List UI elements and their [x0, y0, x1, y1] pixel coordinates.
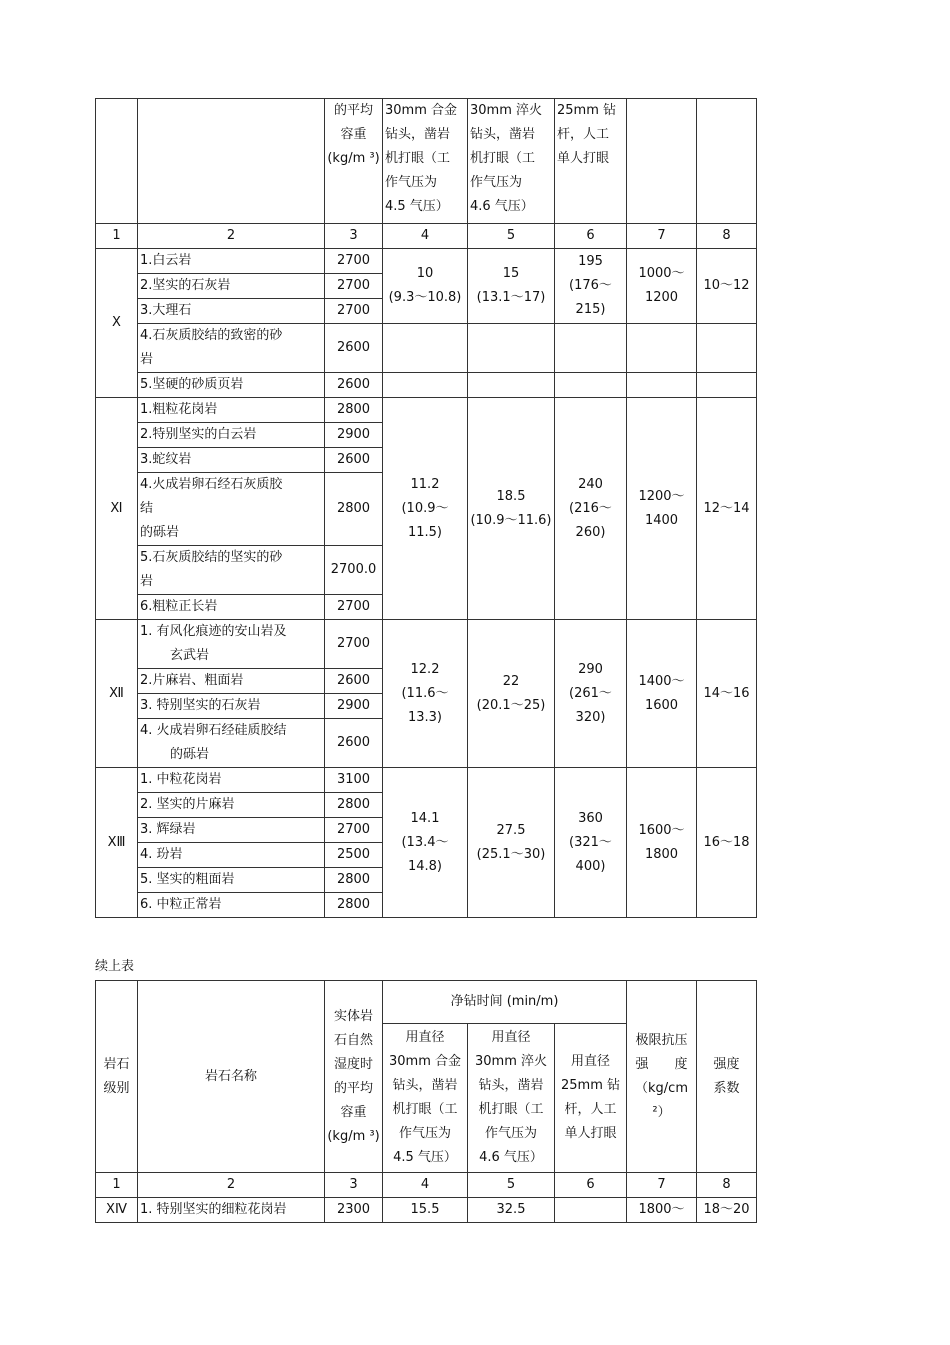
header-drill-manual-line: 25mm 钻 — [557, 103, 617, 118]
column-number-line: 6 — [586, 1177, 595, 1192]
rock-grade-line: ⅩⅢ — [107, 834, 126, 850]
header-drill-manual-line: 25mm 钻 — [561, 1078, 621, 1093]
rock-density — [325, 299, 383, 324]
rock-name-line: 6. 中粒正常岩 — [140, 897, 222, 912]
header-drill-alloy-line: 钻头，凿岩 — [392, 1078, 458, 1093]
rock-name-line: 4.石灰质胶结的致密的砂 — [140, 328, 283, 343]
header-drill-alloy-line: 4.5 气压） — [385, 199, 449, 214]
header-drill-alloy — [383, 99, 468, 224]
rock-name — [138, 423, 325, 448]
header-drill-time-line: 净钻时间 (min/m) — [450, 994, 559, 1009]
header-drill-alloy-line: 30mm 合金 — [388, 1054, 461, 1069]
drill-time-manual — [555, 249, 627, 324]
column-number-line: 5 — [506, 228, 516, 243]
drill-time-manual-line: 195 — [578, 254, 603, 269]
strength-coefficient-line: 16～18 — [703, 834, 750, 850]
empty-cell — [627, 324, 697, 373]
rock-density — [325, 719, 383, 768]
header-drill-quenched-line: 用直径 — [491, 1030, 531, 1045]
compressive-strength-line: 1600～ — [638, 822, 685, 838]
header-drill-manual — [555, 99, 627, 224]
rock-grade-line: Ⅺ — [110, 500, 123, 516]
rock-name-line: 1. 有风化痕迹的安山岩及 — [140, 624, 287, 639]
rock-density-line: 2800 — [336, 872, 371, 887]
compressive-strength-line: 1200～ — [638, 488, 685, 504]
rock-grade — [96, 620, 138, 768]
column-number — [697, 224, 757, 249]
rock-density-line: 2700 — [336, 599, 371, 614]
strength-coefficient — [697, 398, 757, 620]
compressive-strength-line: 1400～ — [638, 673, 685, 689]
drill-time-manual-line: 320) — [575, 709, 606, 725]
rock-density-line: 2800 — [336, 402, 371, 417]
drill-time-alloy-line: 11.2 — [410, 476, 440, 492]
column-number-line: 4 — [420, 1177, 430, 1192]
rock-density — [325, 768, 383, 793]
continued-label: 续上表 — [95, 959, 135, 974]
header-empty — [627, 99, 697, 224]
header-drill-manual-line: 用直径 — [571, 1054, 611, 1069]
strength-coefficient-line: 14～16 — [703, 685, 750, 701]
rock-density-line: 2800 — [336, 501, 371, 516]
empty-cell — [468, 373, 555, 398]
header-grade — [96, 981, 138, 1173]
drill-time-alloy-line: (9.3～10.8) — [388, 290, 462, 305]
rock-name — [138, 694, 325, 719]
column-number — [138, 1173, 325, 1198]
rock-name — [138, 398, 325, 423]
column-number-line: 8 — [722, 228, 731, 243]
header-drill-manual-line: 杆，人工 — [564, 1102, 617, 1117]
header-density-line: 湿度时 — [333, 1056, 373, 1072]
rock-density — [325, 274, 383, 299]
header-drill-alloy-line: 作气压为 — [385, 175, 438, 190]
header-coefficient-line: 强度 — [713, 1056, 740, 1072]
rock-name — [138, 448, 325, 473]
header-drill-quenched-line: 4.6 气压） — [470, 199, 534, 214]
compressive-strength — [627, 768, 697, 918]
rock-name-line: 2.坚实的石灰岩 — [140, 278, 231, 293]
column-number — [138, 224, 325, 249]
drill-time-manual-line: 290 — [578, 661, 603, 677]
rock-density — [325, 1198, 383, 1223]
header-strength-line: 极限抗压 — [635, 1032, 688, 1048]
rock-name — [138, 274, 325, 299]
header-row — [96, 981, 757, 1024]
rock-density — [325, 669, 383, 694]
rock-name — [138, 299, 325, 324]
column-number — [627, 224, 697, 249]
rock-name-line: 3. 特别坚实的石灰岩 — [140, 698, 261, 713]
column-number — [325, 224, 383, 249]
rock-density-line: 2800 — [336, 897, 371, 912]
column-number-line: 1 — [112, 1177, 121, 1192]
empty-cell — [555, 324, 627, 373]
drill-time-alloy-line: (10.9～11.5) — [401, 500, 449, 540]
strength-coefficient — [697, 620, 757, 768]
rock-density-line: 2700 — [336, 636, 371, 651]
strength-coefficient-line: 12～14 — [703, 500, 750, 516]
header-density-line: 容重 — [340, 127, 367, 142]
rock-name — [138, 324, 325, 373]
rock-name-line: 2. 坚实的片麻岩 — [140, 797, 235, 812]
header-grade-line: 级别 — [103, 1080, 130, 1096]
rock-name — [138, 669, 325, 694]
rock-density-line: 2700.0 — [330, 562, 377, 577]
drill-time-quenched-line: 32.5 — [496, 1202, 526, 1217]
column-number — [383, 224, 468, 249]
empty-cell — [697, 373, 757, 398]
header-coefficient — [697, 981, 757, 1173]
drill-time-manual-line: (321～ — [569, 834, 612, 850]
header-density-line: 石自然 — [333, 1032, 373, 1048]
column-number — [325, 1173, 383, 1198]
rock-name-line: 4.火成岩卵石经石灰质胶 — [140, 477, 283, 492]
header-drill-quenched — [468, 99, 555, 224]
rock-density — [325, 793, 383, 818]
rock-density-line: 2700 — [336, 253, 371, 268]
header-drill-quenched-line: 机打眼（工 — [470, 151, 536, 166]
drill-time-manual-line: 240 — [578, 476, 603, 492]
rock-density-line: 2600 — [336, 452, 371, 467]
column-number-line: 7 — [657, 228, 666, 243]
header-strength-line: 强 度 — [635, 1056, 688, 1072]
header-drill-quenched-line: 钻头，凿岩 — [470, 127, 536, 142]
rock-density — [325, 448, 383, 473]
drill-time-quenched-line: 22 — [502, 673, 520, 689]
rock-density — [325, 473, 383, 546]
header-density-line: (kg/m ³) — [327, 151, 380, 166]
rock-name-line: 玄武岩 — [170, 648, 210, 663]
rock-name — [138, 843, 325, 868]
rock-density-line: 2600 — [336, 377, 371, 392]
rock-name-line: 6.粗粒正长岩 — [140, 599, 218, 614]
drill-time-quenched-line: (10.9～11.6) — [470, 512, 552, 528]
header-density-line: 的平均 — [333, 103, 373, 118]
header-drill-manual-line: 单人打眼 — [564, 1126, 617, 1141]
rock-density-line: 2500 — [336, 847, 371, 862]
drill-time-quenched-line: (20.1～25) — [476, 697, 546, 713]
header-drill-alloy-line: 钻头，凿岩 — [385, 127, 451, 142]
compressive-strength-line: 1400 — [644, 512, 679, 528]
rock-density-line: 2600 — [336, 673, 371, 688]
rock-density-line: 2600 — [336, 735, 371, 750]
rock-name — [138, 793, 325, 818]
table-row — [96, 1198, 757, 1223]
drill-time-alloy — [383, 620, 468, 768]
table-row — [96, 768, 757, 793]
rock-name-line: 5.坚硬的砂质页岩 — [140, 377, 244, 392]
rock-grade — [96, 249, 138, 398]
drill-time-manual — [555, 398, 627, 620]
header-drill-quenched-line: 4.6 气压） — [479, 1150, 543, 1165]
header-density — [325, 99, 383, 224]
header-drill-alloy-line: 机打眼（工 — [392, 1102, 458, 1117]
drill-time-manual-line: 215) — [575, 302, 606, 317]
drill-time-alloy-line: (13.4～14.8) — [401, 834, 449, 874]
rock-table-part-2 — [95, 980, 757, 1223]
rock-grade — [96, 398, 138, 620]
rock-name-line: 3. 辉绿岩 — [140, 822, 196, 837]
rock-density-line: 2700 — [336, 278, 371, 293]
table-row — [96, 398, 757, 423]
header-drill-alloy-line: 30mm 合金 — [385, 103, 458, 118]
column-number — [383, 1173, 468, 1198]
rock-name-line: 结 — [140, 501, 154, 516]
compressive-strength — [627, 620, 697, 768]
rock-grade-line: ⅩⅣ — [106, 1202, 127, 1217]
drill-time-manual — [555, 1198, 627, 1223]
rock-name-line: 3.大理石 — [140, 303, 192, 318]
rock-density — [325, 868, 383, 893]
empty-cell — [627, 373, 697, 398]
strength-coefficient-line: 18～20 — [703, 1202, 750, 1217]
header-drill-alloy-line: 用直径 — [405, 1030, 445, 1045]
column-number-line: 2 — [226, 1177, 236, 1192]
rock-density — [325, 373, 383, 398]
rock-grade-line: Ⅹ — [112, 315, 121, 330]
rock-name-line: 岩 — [140, 574, 154, 589]
drill-time-alloy-line: 10 — [416, 266, 434, 281]
header-drill-quenched — [468, 1024, 555, 1173]
header-drill-quenched-line: 作气压为 — [484, 1126, 537, 1141]
column-number-line: 2 — [226, 228, 236, 243]
drill-time-alloy — [383, 398, 468, 620]
drill-time-quenched-line: (25.1～30) — [476, 846, 546, 862]
rock-name — [138, 1198, 325, 1223]
header-drill-manual — [555, 1024, 627, 1173]
rock-density-line: 2700 — [336, 303, 371, 318]
rock-name-line: 4. 火成岩卵石经硅质胶结 — [140, 723, 287, 738]
column-number — [96, 1173, 138, 1198]
rock-density — [325, 546, 383, 595]
column-number — [555, 1173, 627, 1198]
header-density-line: 容重 — [340, 1104, 367, 1120]
rock-density — [325, 893, 383, 918]
empty-cell — [468, 324, 555, 373]
strength-coefficient — [697, 1198, 757, 1223]
compressive-strength — [627, 1198, 697, 1223]
table-row — [96, 249, 757, 274]
drill-time-manual-line: 260) — [575, 524, 606, 540]
compressive-strength-line: 1800～ — [638, 1202, 685, 1217]
strength-coefficient-line: 10～12 — [703, 278, 750, 293]
drill-time-manual-line: 400) — [575, 858, 606, 874]
rock-name-line: 1.白云岩 — [140, 253, 192, 268]
column-number — [555, 224, 627, 249]
drill-time-quenched — [468, 1198, 555, 1223]
drill-time-manual-line: (176～ — [569, 278, 612, 293]
rock-name — [138, 249, 325, 274]
rock-name — [138, 818, 325, 843]
compressive-strength-line: 1800 — [644, 846, 679, 862]
header-empty — [697, 99, 757, 224]
drill-time-quenched-line: 18.5 — [496, 488, 526, 504]
rock-name — [138, 719, 325, 768]
rock-grade-line: Ⅻ — [109, 685, 124, 701]
rock-name-line: 的砾岩 — [170, 747, 210, 762]
rock-name — [138, 473, 325, 546]
rock-density — [325, 423, 383, 448]
rock-density — [325, 620, 383, 669]
rock-grade — [96, 768, 138, 918]
rock-name-line: 1. 中粒花岗岩 — [140, 772, 222, 787]
drill-time-manual-line: 360 — [578, 810, 603, 826]
header-rock-name-line: 岩石名称 — [204, 1068, 257, 1084]
drill-time-alloy — [383, 249, 468, 324]
rock-name-line: 1.粗粒花岗岩 — [140, 402, 218, 417]
column-number-row — [96, 224, 757, 249]
header-rock-name — [138, 981, 325, 1173]
header-density — [325, 981, 383, 1173]
rock-table-part-1 — [95, 98, 757, 918]
column-number — [697, 1173, 757, 1198]
header-drill-alloy — [383, 1024, 468, 1173]
column-number-line: 5 — [506, 1177, 516, 1192]
drill-time-quenched — [468, 249, 555, 324]
column-number — [627, 1173, 697, 1198]
drill-time-quenched-line: (13.1～17) — [476, 290, 546, 305]
header-strength-line: （kg/cm ²） — [635, 1080, 688, 1120]
drill-time-alloy-line: 14.1 — [410, 810, 440, 826]
rock-density-line: 2800 — [336, 797, 371, 812]
drill-time-alloy-line: (11.6～13.3) — [401, 685, 449, 725]
empty-cell — [555, 373, 627, 398]
drill-time-manual-line: (216～ — [569, 500, 612, 516]
rock-name — [138, 768, 325, 793]
drill-time-alloy-line: 12.2 — [410, 661, 440, 677]
rock-density — [325, 595, 383, 620]
drill-time-manual — [555, 768, 627, 918]
column-number-line: 7 — [657, 1177, 666, 1192]
header-density-line: 实体岩 — [333, 1008, 373, 1024]
header-drill-manual-line: 单人打眼 — [557, 151, 610, 166]
header-strength — [627, 981, 697, 1173]
strength-coefficient — [697, 768, 757, 918]
header-density-line: 的平均 — [333, 1080, 373, 1096]
drill-time-quenched — [468, 768, 555, 918]
empty-cell — [697, 324, 757, 373]
rock-name — [138, 373, 325, 398]
rock-name — [138, 620, 325, 669]
header-density-line: (kg/m ³) — [327, 1128, 380, 1144]
rock-name — [138, 893, 325, 918]
rock-grade — [96, 1198, 138, 1223]
header-empty — [138, 99, 325, 224]
rock-density-line: 2700 — [336, 822, 371, 837]
drill-time-alloy — [383, 1198, 468, 1223]
header-row — [96, 99, 757, 224]
rock-density-line: 2900 — [336, 698, 371, 713]
header-drill-alloy-line: 作气压为 — [398, 1126, 451, 1141]
rock-density — [325, 324, 383, 373]
rock-density — [325, 843, 383, 868]
compressive-strength — [627, 398, 697, 620]
rock-density — [325, 818, 383, 843]
compressive-strength-line: 1000～ — [638, 266, 685, 281]
drill-time-quenched-line: 15 — [502, 266, 520, 281]
column-number-line: 6 — [586, 228, 595, 243]
rock-density-line: 3100 — [336, 772, 371, 787]
column-number-line: 1 — [112, 228, 121, 243]
column-number-row — [96, 1173, 757, 1198]
table-row — [96, 324, 757, 373]
compressive-strength — [627, 249, 697, 324]
header-grade-line: 岩石 — [103, 1056, 130, 1072]
drill-time-quenched-line: 27.5 — [496, 822, 526, 838]
drill-time-alloy — [383, 768, 468, 918]
column-number-line: 4 — [420, 228, 430, 243]
rock-density — [325, 249, 383, 274]
drill-time-alloy-line: 15.5 — [410, 1202, 440, 1217]
column-number — [96, 224, 138, 249]
strength-coefficient — [697, 249, 757, 324]
rock-name-line: 5. 坚实的粗面岩 — [140, 872, 235, 887]
header-empty — [96, 99, 138, 224]
header-drill-manual-line: 杆，人工 — [557, 127, 610, 142]
column-number-line: 3 — [349, 228, 358, 243]
rock-name-line: 3.蛇纹岩 — [140, 452, 192, 467]
compressive-strength-line: 1200 — [644, 290, 679, 305]
header-drill-time — [383, 981, 627, 1024]
rock-name-line: 岩 — [140, 352, 154, 367]
rock-name-line: 1. 特别坚实的细粒花岗岩 — [140, 1202, 287, 1217]
empty-cell — [383, 373, 468, 398]
rock-name — [138, 868, 325, 893]
rock-density — [325, 398, 383, 423]
table-row — [96, 620, 757, 669]
column-number-line: 3 — [349, 1177, 358, 1192]
header-coefficient-line: 系数 — [713, 1080, 740, 1096]
empty-cell — [383, 324, 468, 373]
compressive-strength-line: 1600 — [644, 697, 679, 713]
header-drill-alloy-line: 4.5 气压） — [393, 1150, 457, 1165]
drill-time-manual — [555, 620, 627, 768]
header-drill-quenched-line: 机打眼（工 — [478, 1102, 544, 1117]
table-row — [96, 373, 757, 398]
rock-name-line: 2.片麻岩、粗面岩 — [140, 673, 244, 688]
rock-name-line: 的砾岩 — [140, 525, 180, 540]
drill-time-quenched — [468, 620, 555, 768]
rock-density-line: 2600 — [336, 340, 371, 355]
rock-density — [325, 694, 383, 719]
header-drill-quenched-line: 作气压为 — [470, 175, 523, 190]
column-number-line: 8 — [722, 1177, 731, 1192]
rock-density-line: 2900 — [336, 427, 371, 442]
column-number — [468, 224, 555, 249]
header-drill-quenched-line: 钻头，凿岩 — [478, 1078, 544, 1093]
header-drill-quenched-line: 30mm 淬火 — [470, 103, 543, 118]
header-drill-alloy-line: 机打眼（工 — [385, 151, 451, 166]
column-number — [468, 1173, 555, 1198]
rock-name — [138, 595, 325, 620]
rock-name-line: 5.石灰质胶结的坚实的砂 — [140, 550, 283, 565]
header-drill-quenched-line: 30mm 淬火 — [474, 1054, 547, 1069]
rock-name-line: 4. 玢岩 — [140, 847, 183, 862]
drill-time-quenched — [468, 398, 555, 620]
drill-time-manual-line: (261～ — [569, 685, 612, 701]
rock-name — [138, 546, 325, 595]
rock-density-line: 2300 — [336, 1202, 371, 1217]
rock-name-line: 2.特别坚实的白云岩 — [140, 427, 257, 442]
